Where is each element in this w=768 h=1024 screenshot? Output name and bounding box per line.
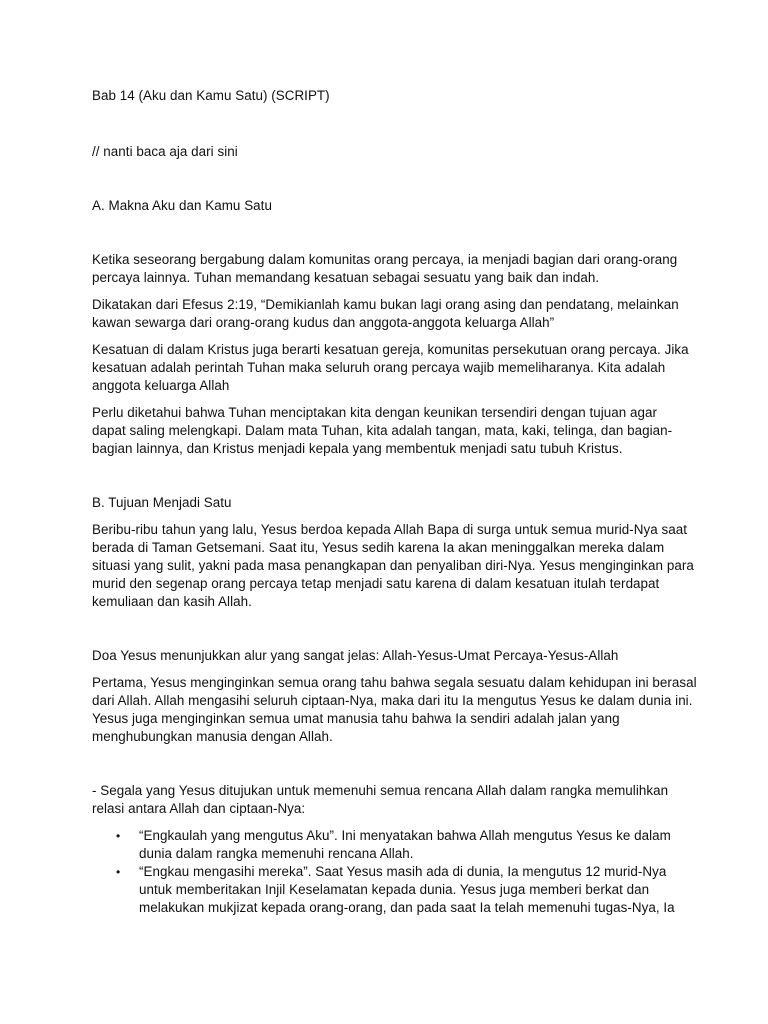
bullet-icon: •	[116, 829, 121, 843]
bullet-line: “Engkaulah yang mengutus Aku”. Ini menyatakan bahwa Allah mengutus Yesus ke dalam	[139, 828, 671, 843]
paragraph-line: Beribu-ribu tahun yang lalu, Yesus berdoa kepada Allah Bapa di surga untuk semua murid-Nya saat	[92, 522, 688, 537]
paragraph-line: dari Allah. Allah mengasihi seluruh ciptaan-Nya, maka dari itu Ia mengutus Yesus ke dalam dunia ini.	[92, 693, 693, 708]
paragraph-line: relasi antara Allah dan ciptaan-Nya:	[92, 801, 306, 816]
paragraph-line: Perlu diketahui bahwa Tuhan menciptakan kita dengan keunikan tersendiri dengan tujuan agar	[92, 405, 658, 420]
paragraph-line: - Segala yang Yesus ditujukan untuk memenuhi semua rencana Allah dalam rangka memulihkan	[92, 783, 669, 798]
paragraph-line: anggota keluarga Allah	[92, 378, 230, 393]
section-a-heading: A. Makna Aku dan Kamu Satu	[92, 198, 272, 213]
paragraph-line: menghubungkan manusia dengan Allah.	[92, 729, 333, 744]
script-note: // nanti baca aja dari sini	[92, 144, 238, 159]
document-title: Bab 14 (Aku dan Kamu Satu) (SCRIPT)	[92, 88, 330, 103]
paragraph-line: situasi yang sulit, yakni pada masa penangkapan dan penyaliban diri-Nya. Yesus menginginkan para	[92, 558, 694, 573]
paragraph-line: Yesus juga menginginkan semua umat manusia tahu bahwa Ia sendiri adalah jalan yang	[92, 711, 620, 726]
section-b-heading: B. Tujuan Menjadi Satu	[92, 495, 232, 510]
paragraph-line: Ketika seseorang bergabung dalam komunitas orang percaya, ia menjadi bagian dari orang-orang	[92, 252, 678, 267]
paragraph-line: murid den segenap orang percaya tetap menjadi satu karena di dalam kesatuan itulah terdapat	[92, 576, 660, 591]
paragraph-line: percaya lainnya. Tuhan memandang kesatuan sebagai sesuatu yang baik dan indah.	[92, 270, 600, 285]
bullet-icon: •	[116, 865, 121, 879]
paragraph-line: kemuliaan dan kasih Allah.	[92, 594, 252, 609]
bullet-line: “Engkau mengasihi mereka”. Saat Yesus masih ada di dunia, Ia mengutus 12 murid-Nya	[139, 864, 667, 879]
paragraph-line: kesatuan adalah perintah Tuhan maka seluruh orang percaya wajib memeliharanya. Kita adalah	[92, 360, 666, 375]
paragraph-line: Dikatakan dari Efesus 2:19, “Demikianlah kamu bukan lagi orang asing dan pendatang, melainkan	[92, 297, 679, 312]
paragraph-line: berada di Taman Getsemani. Saat itu, Yesus sedih karena Ia akan meninggalkan mereka dalam	[92, 540, 665, 555]
bullet-line: melakukan mukjizat kepada orang-orang, dan pada saat Ia telah memenuhi tugas-Nya, Ia	[139, 900, 675, 915]
paragraph-line: kawan sewarga dari orang-orang kudus dan anggota-anggota keluarga Allah”	[92, 315, 555, 330]
paragraph-line: Doa Yesus menunjukkan alur yang sangat jelas: Allah-Yesus-Umat Percaya-Yesus-Allah	[92, 648, 619, 663]
bullet-line: untuk memberitakan Injil Keselamatan kepada dunia. Yesus juga memberi berkat dan	[139, 882, 650, 897]
paragraph-line: bagian lainnya, dan Kristus menjadi kepala yang membentuk menjadi satu tubuh Kristus.	[92, 441, 623, 456]
paragraph-line: dapat saling melengkapi. Dalam mata Tuhan, kita adalah tangan, mata, kaki, telinga, dan bagian-	[92, 423, 673, 438]
paragraph-line: Pertama, Yesus menginginkan semua orang tahu bahwa segala sesuatu dalam kehidupan ini berasal	[92, 675, 697, 690]
bullet-line: dunia dalam rangka memenuhi rencana Allah.	[139, 846, 414, 861]
paragraph-line: Kesatuan di dalam Kristus juga berarti kesatuan gereja, komunitas persekutuan orang percaya. Jika	[92, 342, 689, 357]
